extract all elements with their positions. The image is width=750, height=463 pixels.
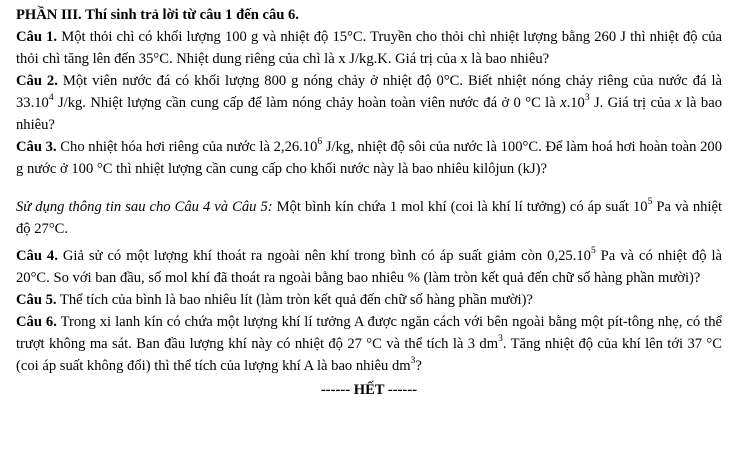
question-2 — [16, 70, 722, 136]
question-2-text-d: J. Giá trị của — [589, 95, 676, 111]
question-3-text-a: Cho nhiệt hóa hơi riêng của nước là 2,26.10 — [56, 139, 318, 155]
question-5 — [16, 289, 722, 311]
spacer — [16, 180, 722, 196]
question-6-text-c: ? — [415, 358, 422, 374]
question-6-text-a: Trong xi lanh kín có chứa một lượng khí lí tưởng A được ngăn cách với bên ngoài bằng một pít-tông nhẹ, có thể trượt không ma sát. Ban đầu lượng khí này có nhiệt độ 27 °C và thể tích là 3 dm — [16, 314, 723, 352]
question-2-exponent-b: 3 — [584, 93, 590, 104]
shared-info — [16, 196, 722, 240]
shared-info-exponent: 5 — [647, 197, 653, 208]
question-3 — [16, 136, 722, 180]
question-6-exponent-a: 3 — [498, 334, 503, 345]
shared-info-text-b: Pa và nhiệt độ 27°C. — [16, 199, 722, 237]
question-4 — [16, 245, 722, 289]
question-2-text-b: J/kg. Nhiệt lượng cần cung cấp để làm nóng chảy hoàn toàn viên nước đá ở 0 °C là — [53, 95, 561, 111]
question-2-exponent-a: 4 — [48, 93, 54, 104]
question-1-text: Một thỏi chì có khối lượng 100 g và nhiệt độ 15°C. Truyền cho thỏi chì nhiệt lượng bằng 260 J thì nhiệt độ của thỏi chì tăng lên đến 35°C. Nhiệt dung riêng của chì là x J/kg.K. Giá trị của x là bao nhiêu? — [16, 29, 722, 67]
question-6-label: Câu 6. — [16, 314, 57, 330]
question-1-label: Câu 1. — [16, 29, 58, 45]
question-2-variable: x — [560, 95, 567, 111]
question-4-label: Câu 4. — [16, 248, 58, 264]
question-4-text-a: Giả sử có một lượng khí thoát ra ngoài nên khí trong bình có áp suất giảm còn 0,25.10 — [57, 248, 591, 264]
question-2-text-c: .10 — [566, 95, 585, 111]
end-marker: ------ HẾT ------ — [320, 382, 418, 398]
question-5-text: Thể tích của bình là bao nhiêu lít (làm tròn kết quả đến chữ số hàng phần mười)? — [56, 292, 533, 308]
question-4-exponent: 5 — [590, 246, 596, 257]
question-1 — [16, 26, 722, 70]
question-6 — [16, 311, 722, 377]
question-2-text-a: Một viên nước đá có khối lượng 800 g nóng chảy ở nhiệt độ 0°C. Biết nhiệt nóng chảy riêng của nước đá là 33.10 — [16, 73, 722, 111]
question-3-text-b: J/kg, nhiệt độ sôi của nước là 100°C. Để làm hoá hơi hoàn toàn 200 g nước ở 100 °C thì nhiệt lượng cần cung cấp cho khối nước này là bao nhiêu kilôjun (kJ)? — [16, 139, 723, 177]
question-2-label: Câu 2. — [16, 73, 58, 89]
question-6-exponent-b: 3 — [410, 356, 416, 367]
question-4-text-b: Pa và có nhiệt độ là 20°C. So với ban đầu, số mol khí đã thoát ra ngoài bằng bao nhiêu % (làm tròn kết quả đến chữ số hàng phần mười)? — [16, 248, 722, 286]
section-title: PHẦN III. Thí sinh trả lời từ câu 1 đến câu 6. — [16, 7, 299, 23]
question-5-label: Câu 5. — [16, 292, 57, 308]
question-6-text-b: . Tăng nhiệt độ của khí lên tới 37 °C (coi áp suất không đổi) thì thể tích của lượng khí A là bao nhiêu dm — [16, 336, 723, 374]
document-page — [16, 4, 722, 416]
question-2-text-e: là bao nhiêu? — [16, 95, 722, 133]
shared-info-intro: Sử dụng thông tin sau cho Câu 4 và Câu 5: — [16, 199, 273, 215]
shared-info-text-a: Một bình kín chứa 1 mol khí (coi là khí lí tưởng) có áp suất 10 — [272, 199, 648, 215]
question-3-label: Câu 3. — [16, 139, 57, 155]
question-3-exponent: 6 — [317, 137, 323, 148]
question-2-variable-2: x — [675, 95, 682, 111]
